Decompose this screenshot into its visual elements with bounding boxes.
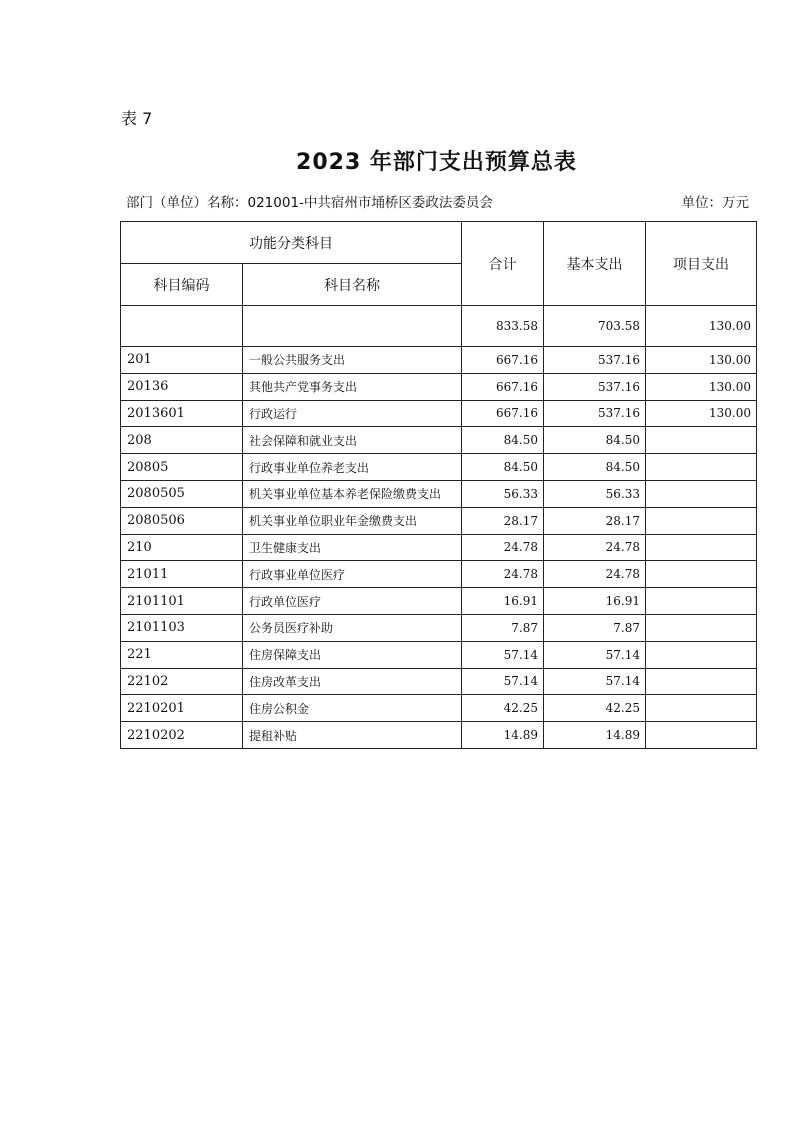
header-project: 项目支出 <box>646 222 757 306</box>
row-project-cell: 130.00 <box>646 400 757 427</box>
row-basic-cell: 7.87 <box>544 614 646 641</box>
row-project-cell: 130.00 <box>646 347 757 374</box>
table-row <box>121 480 757 507</box>
row-total-cell: 57.14 <box>462 641 544 668</box>
row-basic-cell: 537.16 <box>544 373 646 400</box>
header-functional-category: 功能分类科目 <box>121 222 462 264</box>
row-total-cell: 28.17 <box>462 507 544 534</box>
row-total-cell: 667.16 <box>462 373 544 400</box>
table-row <box>121 722 757 749</box>
row-total-cell: 84.50 <box>462 427 544 454</box>
total-name-cell <box>243 306 462 347</box>
row-name-cell: 行政事业单位养老支出 <box>243 454 462 481</box>
header-subject-code: 科目编码 <box>121 264 243 306</box>
table-number: 表 7 <box>121 109 153 128</box>
row-basic-cell: 28.17 <box>544 507 646 534</box>
header-basic: 基本支出 <box>544 222 646 306</box>
table-row <box>121 507 757 534</box>
row-total-cell: 24.78 <box>462 534 544 561</box>
total-row <box>121 306 757 347</box>
row-name-cell: 行政事业单位医疗 <box>243 561 462 588</box>
table-row <box>121 454 757 481</box>
row-basic-cell: 57.14 <box>544 668 646 695</box>
row-code-cell: 2013601 <box>121 400 243 427</box>
row-basic-cell: 56.33 <box>544 480 646 507</box>
row-code-cell: 201 <box>121 347 243 374</box>
row-name-cell: 住房公积金 <box>243 695 462 722</box>
page-title-text: 2023 年部门支出预算总表 <box>296 150 577 175</box>
row-code-cell: 20805 <box>121 454 243 481</box>
budget-table <box>120 221 757 749</box>
row-total-cell: 24.78 <box>462 561 544 588</box>
row-total-cell: 84.50 <box>462 454 544 481</box>
row-project-cell <box>646 668 757 695</box>
row-name-cell: 行政单位医疗 <box>243 588 462 615</box>
table-row <box>121 641 757 668</box>
row-name-cell: 社会保障和就业支出 <box>243 427 462 454</box>
page-title <box>0 145 793 176</box>
row-name-cell: 机关事业单位职业年金缴费支出 <box>243 507 462 534</box>
table-row <box>121 347 757 374</box>
row-basic-cell: 537.16 <box>544 400 646 427</box>
row-code-cell: 2101101 <box>121 588 243 615</box>
row-project-cell <box>646 614 757 641</box>
table-row <box>121 427 757 454</box>
row-basic-cell: 84.50 <box>544 454 646 481</box>
row-code-cell: 22102 <box>121 668 243 695</box>
row-name-cell: 机关事业单位基本养老保险缴费支出 <box>243 480 462 507</box>
row-project-cell <box>646 454 757 481</box>
row-basic-cell: 24.78 <box>544 561 646 588</box>
row-basic-cell: 537.16 <box>544 347 646 374</box>
row-project-cell <box>646 722 757 749</box>
row-name-cell: 住房改革支出 <box>243 668 462 695</box>
row-project-cell: 130.00 <box>646 373 757 400</box>
table-row <box>121 561 757 588</box>
row-project-cell <box>646 561 757 588</box>
header-total: 合计 <box>462 222 544 306</box>
row-total-cell: 667.16 <box>462 347 544 374</box>
row-name-cell: 卫生健康支出 <box>243 534 462 561</box>
row-total-cell: 56.33 <box>462 480 544 507</box>
row-basic-cell: 14.89 <box>544 722 646 749</box>
row-code-cell: 208 <box>121 427 243 454</box>
table-row <box>121 400 757 427</box>
row-project-cell <box>646 507 757 534</box>
row-name-cell: 公务员医疗补助 <box>243 614 462 641</box>
row-project-cell <box>646 534 757 561</box>
table-row <box>121 373 757 400</box>
row-basic-cell: 57.14 <box>544 641 646 668</box>
row-total-cell: 42.25 <box>462 695 544 722</box>
row-basic-cell: 16.91 <box>544 588 646 615</box>
row-code-cell: 210 <box>121 534 243 561</box>
total-sum-cell: 833.58 <box>462 306 544 347</box>
department-label: 部门（单位）名称：021001-中共宿州市埇桥区委政法委员会 <box>126 195 493 211</box>
row-project-cell <box>646 588 757 615</box>
table-row <box>121 695 757 722</box>
total-code-cell <box>121 306 243 347</box>
row-total-cell: 16.91 <box>462 588 544 615</box>
table-row <box>121 668 757 695</box>
total-basic-cell: 703.58 <box>544 306 646 347</box>
row-name-cell: 行政运行 <box>243 400 462 427</box>
row-project-cell <box>646 427 757 454</box>
table-row <box>121 534 757 561</box>
row-basic-cell: 42.25 <box>544 695 646 722</box>
row-code-cell: 2210202 <box>121 722 243 749</box>
table-row <box>121 614 757 641</box>
row-name-cell: 其他共产党事务支出 <box>243 373 462 400</box>
row-code-cell: 2210201 <box>121 695 243 722</box>
row-code-cell: 2101103 <box>121 614 243 641</box>
row-basic-cell: 24.78 <box>544 534 646 561</box>
row-total-cell: 667.16 <box>462 400 544 427</box>
row-code-cell: 20136 <box>121 373 243 400</box>
row-name-cell: 住房保障支出 <box>243 641 462 668</box>
table-row <box>121 588 757 615</box>
total-project-cell: 130.00 <box>646 306 757 347</box>
row-name-cell: 提租补贴 <box>243 722 462 749</box>
row-project-cell <box>646 480 757 507</box>
row-project-cell <box>646 641 757 668</box>
unit-label: 单位：万元 <box>681 195 749 211</box>
row-project-cell <box>646 695 757 722</box>
row-code-cell: 221 <box>121 641 243 668</box>
row-total-cell: 7.87 <box>462 614 544 641</box>
row-total-cell: 57.14 <box>462 668 544 695</box>
row-name-cell: 一般公共服务支出 <box>243 347 462 374</box>
row-basic-cell: 84.50 <box>544 427 646 454</box>
row-code-cell: 21011 <box>121 561 243 588</box>
row-code-cell: 2080506 <box>121 507 243 534</box>
row-code-cell: 2080505 <box>121 480 243 507</box>
header-subject-name: 科目名称 <box>243 264 462 306</box>
row-total-cell: 14.89 <box>462 722 544 749</box>
